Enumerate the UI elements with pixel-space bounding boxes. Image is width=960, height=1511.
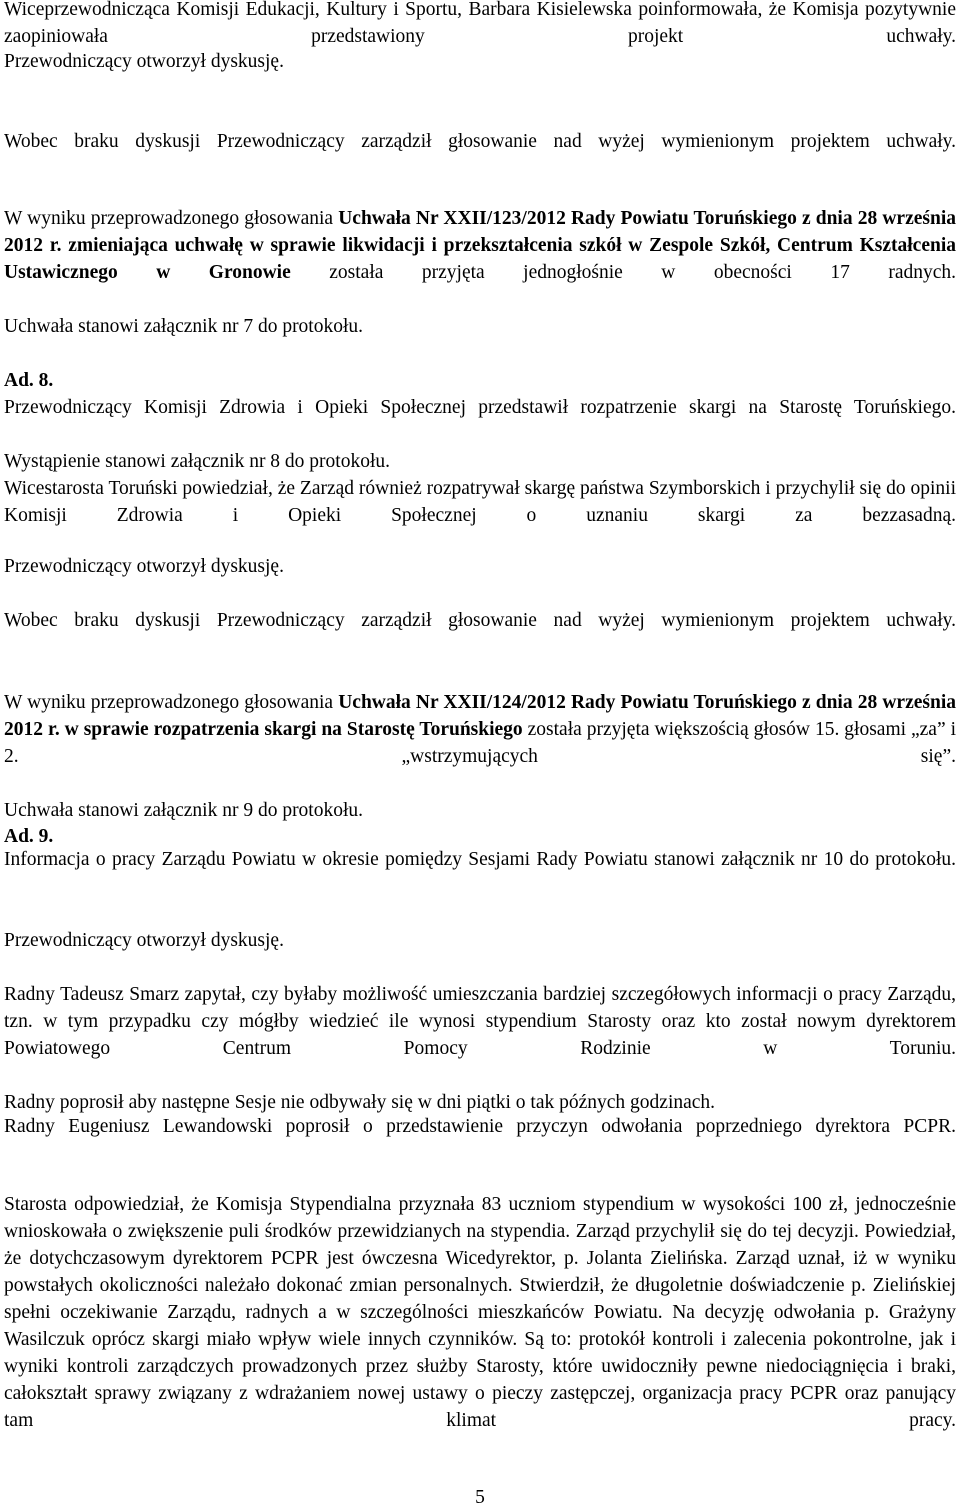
resolution-123-outcome: została przyjęta jednogłośnie w obecności 17 radnych. (290, 262, 956, 283)
paragraph-committee-opinion: Wiceprzewodnicząca Komisji Edukacji, Kultury i Sportu, Barbara Kisielewska poinformowała, że Komisja pozytywnie zaopiniowała przedstawiony projekt uchwały. (4, 0, 956, 47)
paragraph-complaint-presentation (4, 394, 956, 556)
councillor-smarz-question: Radny Tadeusz Smarz zapytał, czy byłaby możliwość umieszczania bardziej szczegółowych informacji o pracy Zarządu, tzn. w tym przypadku czy mógłby wiedzieć ile wynosi stypendium Starosty oraz kto został nowym dyrektorem Powiatowego Centrum Pomocy Rodzinie w Toruniu. (4, 984, 956, 1059)
resolution-123-intro: W wyniku przeprowadzonego głosowania (4, 208, 339, 229)
resolution-124-text (4, 689, 956, 797)
paragraph-starost-answer: Starosta odpowiedział, że Komisja Stypendialna przyznała 83 uczniom stypendium w wysokości 100 zł, jednocześnie wnioskowała o zwiększenie puli środków przewidzianych na stypendia. Zarząd przychylił się do tej decyzji. Powiedział, że dotychczasowym dyrektorem PCPR jest ówczesna Wicedyrektor, p. Jolanta Zielińska. Zarząd uznał, iż w wyniku powstałych okoliczności należało dokonać zmian personalnych. Stwierdził, że długoletnie doświadczenie p. Zielińskiej spełni oczekiwanie Zarządu, radnych a w szczególności mieszkańców Powiatu. Na decyzję odwołania p. Grażyny Wasilczuk oprócz skargi miało wpływ wiele innych czynników. Są to: protokół kontroli i zalecenia pokontrolne, jak i wyniki kontroli zarządczych prowadzonych przez służby Starosty, które uwidoczniły pewne niedociągnięcia i braki, całokształt sprawy związany z wdrażaniem nowej ustawy o pieczy zastępczej, organizacja pracy PCPR oraz panujący tam klimat pracy. (4, 1194, 956, 1431)
paragraph-councillor-smarz (4, 981, 956, 1116)
resolution-124-attachment: Uchwała stanowi załącznik nr 9 do protokołu. (4, 800, 364, 821)
resolution-124-intro: W wyniku przeprowadzonego głosowania (4, 692, 339, 713)
complaint-presentation-attachment: Wystąpienie stanowi załącznik nr 8 do protokołu. (4, 451, 391, 472)
paragraph-resolution-123 (4, 205, 956, 340)
paragraph-resolution-124 (4, 689, 956, 824)
paragraph-vote-ordered-1: Wobec braku dyskusji Przewodniczący zarządził głosowanie nad wyżej wymienionym projektem uchwały. (4, 131, 956, 152)
page-number: 5 (475, 1487, 485, 1508)
paragraph-vote-ordered-2: Wobec braku dyskusji Przewodniczący zarządził głosowanie nad wyżej wymienionym projektem uchwały. (4, 610, 956, 631)
paragraph-councillor-lewandowski: Radny Eugeniusz Lewandowski poprosił o przedstawienie przyczyn odwołania poprzedniego dyrektora PCPR. (4, 1116, 956, 1137)
resolution-123-title: Uchwała Nr XXII/123/2012 Rady Powiatu Toruńskiego z dnia 28 września 2012 r. zmieniająca uchwałę w sprawie likwidacji i przekształcenia szkół w Zespole Szkół, Centrum Kształcenia Ustawicznego w Gronowie (4, 208, 956, 283)
resolution-124-outcome: została przyjęta większością głosów 15. głosami „za” i 2. „wstrzymujących się”. (4, 719, 956, 767)
complaint-presentation-text: Przewodniczący Komisji Zdrowia i Opieki Społecznej przedstawił rozpatrzenie skargi na Starostę Toruńskiego. (4, 397, 956, 418)
councillor-smarz-request: Radny poprosił aby następne Sesje nie odbywały się w dni piątki o tak późnych godzinach. (4, 1092, 716, 1113)
resolution-124-title: Uchwała Nr XXII/124/2012 Rady Powiatu Toruńskiego z dnia 28 września 2012 r. w sprawie rozpatrzenia skargi na Starostę Toruńskiego (4, 692, 956, 740)
section-heading-ad8: Ad. 8. (4, 370, 54, 391)
section-heading-ad9: Ad. 9. (4, 826, 54, 847)
paragraph-discussion-opened-1: Przewodniczący otworzył dyskusję. (4, 51, 284, 72)
resolution-123-text (4, 205, 956, 313)
resolution-123-attachment: Uchwała stanowi załącznik nr 7 do protokołu. (4, 316, 364, 337)
paragraph-discussion-opened-2: Przewodniczący otworzył dyskusję. (4, 556, 284, 577)
paragraph-board-report: Informacja o pracy Zarządu Powiatu w okresie pomiędzy Sesjami Rady Powiatu stanowi załącznik nr 10 do protokołu. (4, 849, 956, 870)
paragraph-discussion-opened-3: Przewodniczący otworzył dyskusję. (4, 930, 284, 951)
vice-starost-statement: Wicestarosta Toruński powiedział, że Zarząd również rozpatrywał skargę państwa Szymborskich i przychylił się do opinii Komisji Zdrowia i Opieki Społecznej o uznaniu skargi za bezzasadną. (4, 478, 956, 526)
